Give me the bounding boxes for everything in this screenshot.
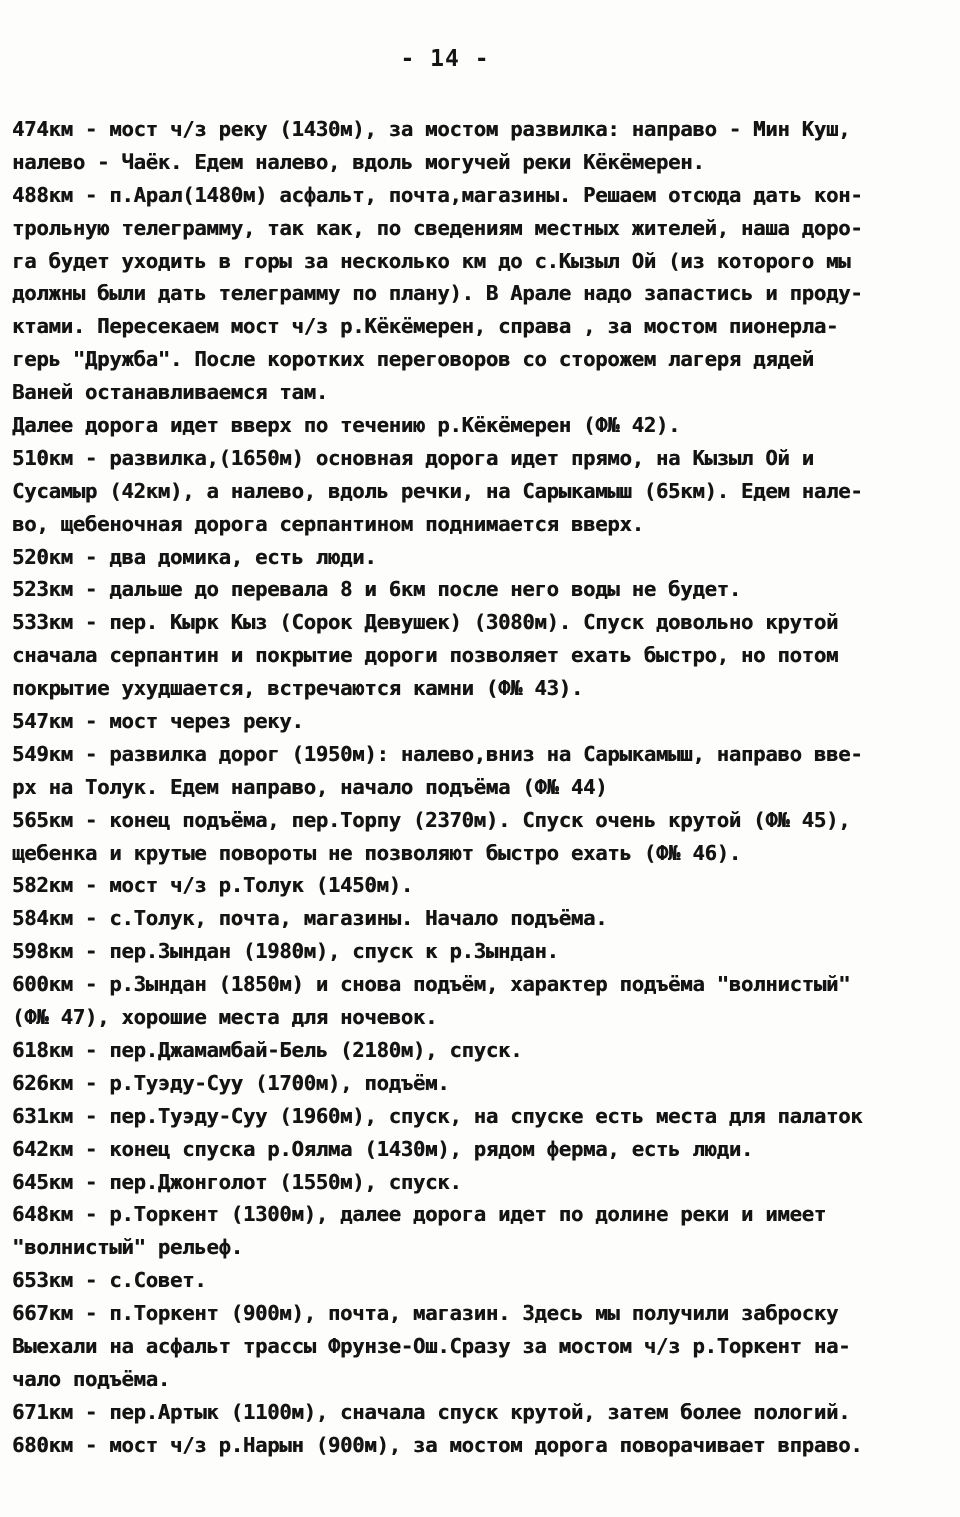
text-line: 547км - мост через реку. <box>12 709 304 734</box>
page-number: - 14 - <box>400 46 490 72</box>
text-line: герь "Дружба". После коротких переговоров со сторожем лагеря дядей <box>12 347 814 372</box>
text-line: рх на Толук. Едем направо, начало подъёма (Ф№ 44) <box>12 774 608 799</box>
text-line: 680км - мост ч/з р.Нарын (900м), за мостом дорога поворачивает вправо. <box>12 1432 863 1457</box>
text-line: Выехали на асфальт трассы Фрунзе-Ош.Сразу за мостом ч/з р.Торкент на- <box>12 1333 851 1358</box>
text-line: 523км - дальше до перевала 8 и 6км после него воды не будет. <box>12 577 741 602</box>
text-line: 653км - с.Совет. <box>12 1268 207 1293</box>
text-line: трольную телеграмму, так как, по сведениям местных жителей, наша доро- <box>12 215 863 240</box>
text-line: 598км - пер.Зындан (1980м), спуск к р.Зындан. <box>12 939 559 964</box>
text-line: га будет уходить в горы за несколько км до с.Кызыл Ой (из которого мы <box>12 248 851 273</box>
text-line: ктами. Пересекаем мост ч/з р.Кёкёмерен, справа , за мостом пионерла- <box>12 314 839 339</box>
text-line: 488км - п.Арал(1480м) асфальт, почта,магазины. Решаем отсюда дать кон- <box>12 182 863 207</box>
text-line: 618км - пер.Джамамбай-Бель (2180м), спуск. <box>12 1037 523 1062</box>
text-line: 533км - пер. Кырк Кыз (Сорок Девушек) (3080м). Спуск довольно крутой <box>12 610 839 635</box>
text-line: покрытие ухудшается, встречаются камни (Ф№ 43). <box>12 676 583 701</box>
text-line: 549км - развилка дорог (1950м): налево,вниз на Сарыкамыш, направо вве- <box>12 741 863 766</box>
text-line: налево - Чаёк. Едем налево, вдоль могучей реки Кёкёмерен. <box>12 149 705 174</box>
text-line: 584км - с.Толук, почта, магазины. Начало подъёма. <box>12 906 608 931</box>
text-line: 565км - конец подъёма, пер.Торпу (2370м). Спуск очень крутой (Ф№ 45), <box>12 807 851 832</box>
text-line: Далее дорога идет вверх по течению р.Кёкёмерен (Ф№ 42). <box>12 413 681 438</box>
text-line: чало подъёма. <box>12 1366 170 1391</box>
text-line: должны были дать телеграмму по плану). В Арале надо запастись и проду- <box>12 281 863 306</box>
text-line: 626км - р.Туэду-Суу (1700м), подъём. <box>12 1070 450 1095</box>
text-line: Ваней останавливаемся там. <box>12 380 328 405</box>
text-line: 667км - п.Торкент (900м), почта, магазин. Здесь мы получили заброску <box>12 1301 839 1326</box>
text-line: щебенка и крутые повороты не позволяют быстро ехать (Ф№ 46). <box>12 840 741 865</box>
text-line: 671км - пер.Артык (1100м), сначала спуск крутой, затем более пологий. <box>12 1399 851 1424</box>
text-line: "волнистый" рельеф. <box>12 1235 243 1260</box>
text-line: 631км - пер.Туэду-Суу (1960м), спуск, на спуске есть места для палаток <box>12 1103 863 1128</box>
body-text <box>12 113 958 1462</box>
text-line: 582км - мост ч/з р.Толук (1450м). <box>12 873 413 898</box>
text-line: 474км - мост ч/з реку (1430м), за мостом развилка: направо - Мин Куш, <box>12 117 851 141</box>
text-line: во, щебеночная дорога серпантином поднимается вверх. <box>12 511 644 536</box>
text-line: (Ф№ 47), хорошие места для ночевок. <box>12 1005 438 1030</box>
text-line: 645км - пер.Джонголот (1550м), спуск. <box>12 1169 462 1194</box>
text-line: Сусамыр (42км), а налево, вдоль речки, на Сарыкамыш (65км). Едем нале- <box>12 478 863 503</box>
text-line: сначала серпантин и покрытие дороги позволяет ехать быстро, но потом <box>12 643 839 668</box>
text-line: 520км - два домика, есть люди. <box>12 544 377 569</box>
text-line: 510км - развилка,(1650м) основная дорога идет прямо, на Кызыл Ой и <box>12 445 814 470</box>
text-line: 648км - р.Торкент (1300м), далее дорога идет по долине реки и имеет <box>12 1202 826 1227</box>
text-line: 642км - конец спуска р.Оялма (1430м), рядом ферма, есть люди. <box>12 1136 754 1161</box>
text-line: 600км - р.Зындан (1850м) и снова подъём, характер подъёма "волнистый" <box>12 972 851 997</box>
